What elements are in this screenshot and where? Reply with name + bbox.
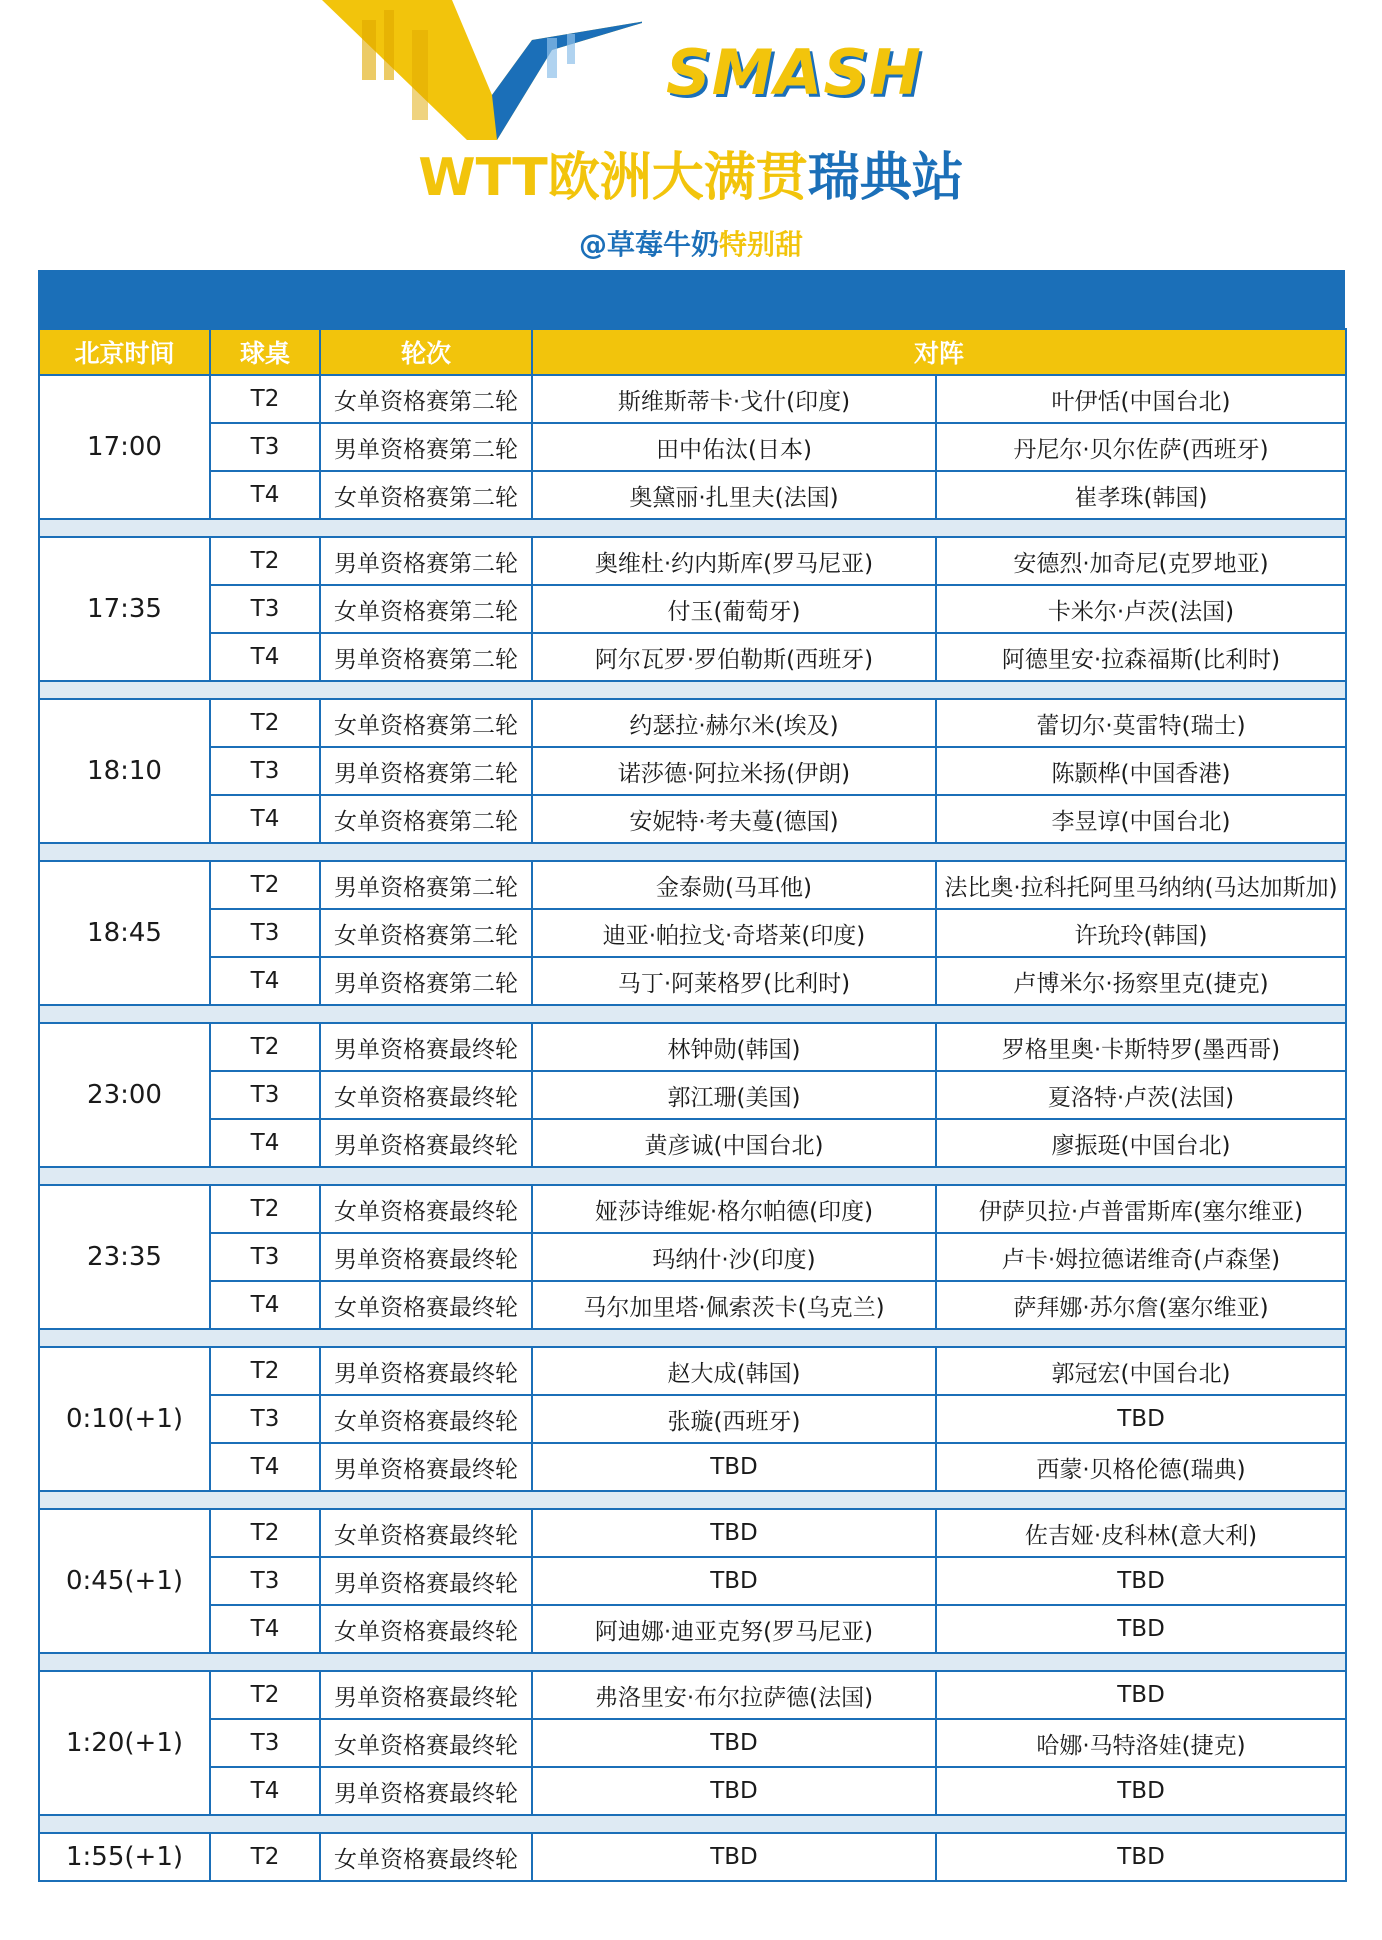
player2-cell: 哈娜·马特洛娃(捷克) [936,1719,1346,1767]
player1-cell: 奥维杜·约内斯库(罗马尼亚) [532,537,936,585]
credit-line [0,228,1382,262]
round-cell: 男单资格赛最终轮 [320,1767,532,1815]
player2-cell: 陈颢桦(中国香港) [936,747,1346,795]
table-row [39,1719,1346,1767]
round-cell: 女单资格赛最终轮 [320,1071,532,1119]
round-cell: 女单资格赛第二轮 [320,795,532,843]
table-row [39,585,1346,633]
player2-cell: 卡米尔·卢茨(法国) [936,585,1346,633]
round-cell: 女单资格赛最终轮 [320,1185,532,1233]
table-row [39,861,1346,909]
separator-cell [39,1491,1346,1509]
round-cell: 男单资格赛最终轮 [320,1347,532,1395]
table-cell: T4 [210,1119,320,1167]
player1-cell: 玛纳什·沙(印度) [532,1233,936,1281]
round-cell: 女单资格赛第二轮 [320,471,532,519]
round-cell: 女单资格赛最终轮 [320,1395,532,1443]
header-beijing-time: 北京时间 [39,329,210,375]
player1-cell: 阿迪娜·迪亚克努(罗马尼亚) [532,1605,936,1653]
round-cell: 女单资格赛最终轮 [320,1509,532,1557]
table-cell: T4 [210,633,320,681]
time-cell: 1:20(+1) [39,1671,210,1815]
player1-cell: 田中佑汰(日本) [532,423,936,471]
separator-cell [39,1005,1346,1023]
credit-suffix: 特别甜 [719,228,804,261]
table-row [39,1071,1346,1119]
player1-cell: 郭江珊(美国) [532,1071,936,1119]
table-row [39,1281,1346,1329]
player2-cell: 夏洛特·卢茨(法国) [936,1071,1346,1119]
table-row [39,1185,1346,1233]
player1-cell: 马尔加里塔·佩索茨卡(乌克兰) [532,1281,936,1329]
round-cell: 女单资格赛第二轮 [320,699,532,747]
round-cell: 男单资格赛最终轮 [320,1671,532,1719]
player1-cell: 迪亚·帕拉戈·奇塔莱(印度) [532,909,936,957]
table-row [39,1767,1346,1815]
table-cell: T2 [210,1833,320,1881]
title-stop: 瑞典站 [807,148,964,208]
player2-cell: 安德烈·加奇尼(克罗地亚) [936,537,1346,585]
time-cell: 23:00 [39,1023,210,1167]
player2-cell: 廖振珽(中国台北) [936,1119,1346,1167]
player2-cell: TBD [936,1605,1346,1653]
time-cell: 0:10(+1) [39,1347,210,1491]
player1-cell: 安妮特·考夫蔓(德国) [532,795,936,843]
table-cell: T3 [210,585,320,633]
player1-cell: 约瑟拉·赫尔米(埃及) [532,699,936,747]
separator-cell [39,1653,1346,1671]
round-cell: 男单资格赛第二轮 [320,747,532,795]
header-table: 球桌 [210,329,320,375]
player1-cell: 阿尔瓦罗·罗伯勒斯(西班牙) [532,633,936,681]
poster-header [0,0,1382,270]
player2-cell: 崔孝珠(韩国) [936,471,1346,519]
table-cell: T2 [210,1671,320,1719]
table-cell: T3 [210,1395,320,1443]
header-matchup: 对阵 [532,329,1346,375]
table-cell: T4 [210,1281,320,1329]
round-cell: 女单资格赛第二轮 [320,909,532,957]
table-row [39,1395,1346,1443]
player1-cell: 斯维斯蒂卡·戈什(印度) [532,375,936,423]
table-cell: T2 [210,699,320,747]
table-cell: T4 [210,795,320,843]
table-cell: T2 [210,375,320,423]
round-cell: 男单资格赛第二轮 [320,423,532,471]
separator-row [39,1005,1346,1023]
round-cell: 男单资格赛最终轮 [320,1119,532,1167]
header-round: 轮次 [320,329,532,375]
separator-cell [39,1329,1346,1347]
table-cell: T2 [210,537,320,585]
table-cell: T2 [210,1347,320,1395]
table-cell: T2 [210,1509,320,1557]
player2-cell: TBD [936,1671,1346,1719]
table-row [39,423,1346,471]
table-row [39,633,1346,681]
player1-cell: 张璇(西班牙) [532,1395,936,1443]
round-cell: 女单资格赛最终轮 [320,1719,532,1767]
player1-cell: 赵大成(韩国) [532,1347,936,1395]
separator-row [39,681,1346,699]
player1-cell: 马丁·阿莱格罗(比利时) [532,957,936,1005]
table-row [39,1233,1346,1281]
player1-cell: 弗洛里安·布尔拉萨德(法国) [532,1671,936,1719]
time-cell: 1:55(+1) [39,1833,210,1881]
wtt-v-logo-icon [322,0,642,140]
separator-cell [39,1167,1346,1185]
player1-cell: TBD [532,1557,936,1605]
table-row [39,1443,1346,1491]
player2-cell: 佐吉娅·皮科林(意大利) [936,1509,1346,1557]
page-title [0,150,1382,207]
round-cell: 女单资格赛第二轮 [320,375,532,423]
round-cell: 男单资格赛最终轮 [320,1557,532,1605]
round-cell: 女单资格赛最终轮 [320,1605,532,1653]
time-cell: 18:45 [39,861,210,1005]
separator-row [39,1491,1346,1509]
player2-cell: 卢博米尔·扬察里克(捷克) [936,957,1346,1005]
round-cell: 男单资格赛第二轮 [320,957,532,1005]
table-cell: T2 [210,1185,320,1233]
player2-cell: 萨拜娜·苏尔詹(塞尔维亚) [936,1281,1346,1329]
time-cell: 0:45(+1) [39,1509,210,1653]
separator-row [39,843,1346,861]
separator-cell [39,519,1346,537]
table-row [39,1557,1346,1605]
player1-cell: 奥黛丽·扎里夫(法国) [532,471,936,519]
time-cell: 18:10 [39,699,210,843]
table-row [39,537,1346,585]
player2-cell: TBD [936,1557,1346,1605]
table-cell: T3 [210,1557,320,1605]
table-row [39,909,1346,957]
table-cell: T3 [210,909,320,957]
table-cell: T4 [210,1605,320,1653]
table-cell: T3 [210,423,320,471]
time-cell: 17:00 [39,375,210,519]
credit-handle: @草莓牛奶 [578,228,719,261]
player2-cell: 西蒙·贝格伦德(瑞典) [936,1443,1346,1491]
round-cell: 女单资格赛最终轮 [320,1833,532,1881]
table-row [39,1671,1346,1719]
player1-cell: 黄彦诚(中国台北) [532,1119,936,1167]
table-cell: T2 [210,1023,320,1071]
round-cell: 女单资格赛第二轮 [320,585,532,633]
player2-cell: TBD [936,1833,1346,1881]
table-cell: T3 [210,1719,320,1767]
player1-cell: TBD [532,1767,936,1815]
player2-cell: 伊萨贝拉·卢普雷斯库(塞尔维亚) [936,1185,1346,1233]
table-cell: T4 [210,471,320,519]
table-row [39,1347,1346,1395]
separator-cell [39,1815,1346,1833]
table-cell: T3 [210,747,320,795]
player1-cell: 付玉(葡萄牙) [532,585,936,633]
round-cell: 男单资格赛最终轮 [320,1023,532,1071]
table-cell: T3 [210,1233,320,1281]
table-cell: T4 [210,957,320,1005]
separator-row [39,1167,1346,1185]
table-row [39,1023,1346,1071]
table-cell: T2 [210,861,320,909]
separator-row [39,519,1346,537]
player2-cell: 阿德里安·拉森福斯(比利时) [936,633,1346,681]
player2-cell: 蕾切尔·莫雷特(瑞士) [936,699,1346,747]
schedule-body [39,375,1346,1881]
player1-cell: TBD [532,1719,936,1767]
player2-cell: 李昱谆(中国台北) [936,795,1346,843]
separator-cell [39,681,1346,699]
table-row [39,699,1346,747]
time-cell: 17:35 [39,537,210,681]
table-row [39,1119,1346,1167]
player2-cell: 卢卡·姆拉德诺维奇(卢森堡) [936,1233,1346,1281]
player2-cell: 许玧玲(韩国) [936,909,1346,957]
table-row [39,375,1346,423]
round-cell: 男单资格赛第二轮 [320,861,532,909]
player1-cell: TBD [532,1509,936,1557]
time-cell: 23:35 [39,1185,210,1329]
table-row [39,957,1346,1005]
round-cell: 男单资格赛最终轮 [320,1443,532,1491]
player2-cell: TBD [936,1767,1346,1815]
separator-row [39,1653,1346,1671]
table-row [39,471,1346,519]
round-cell: 男单资格赛第二轮 [320,537,532,585]
separator-cell [39,843,1346,861]
player2-cell: 郭冠宏(中国台北) [936,1347,1346,1395]
player2-cell: 丹尼尔·贝尔佐萨(西班牙) [936,423,1346,471]
table-cell: T3 [210,1071,320,1119]
round-cell: 男单资格赛第二轮 [320,633,532,681]
round-cell: 女单资格赛最终轮 [320,1281,532,1329]
player1-cell: 诺莎德·阿拉米扬(伊朗) [532,747,936,795]
table-row [39,747,1346,795]
schedule-header-row [39,329,1346,375]
title-event: WTT欧洲大满贯 [418,148,808,208]
table-row [39,1833,1346,1881]
player1-cell: TBD [532,1833,936,1881]
table-row [39,795,1346,843]
table-row [39,1605,1346,1653]
player1-cell: 金泰勋(马耳他) [532,861,936,909]
separator-row [39,1329,1346,1347]
player2-cell: 叶伊恬(中国台北) [936,375,1346,423]
round-cell: 男单资格赛最终轮 [320,1233,532,1281]
player1-cell: TBD [532,1443,936,1491]
schedule-table [38,328,1347,1882]
table-cell: T4 [210,1443,320,1491]
table-cell: T4 [210,1767,320,1815]
player2-cell: 法比奥·拉科托阿里马纳纳(马达加斯加) [936,861,1346,909]
header-band [38,270,1345,328]
separator-row [39,1815,1346,1833]
player1-cell: 娅莎诗维妮·格尔帕德(印度) [532,1185,936,1233]
player2-cell: 罗格里奥·卡斯特罗(墨西哥) [936,1023,1346,1071]
smash-brand-text: SMASH [666,36,922,109]
player2-cell: TBD [936,1395,1346,1443]
player1-cell: 林钟勋(韩国) [532,1023,936,1071]
table-row [39,1509,1346,1557]
